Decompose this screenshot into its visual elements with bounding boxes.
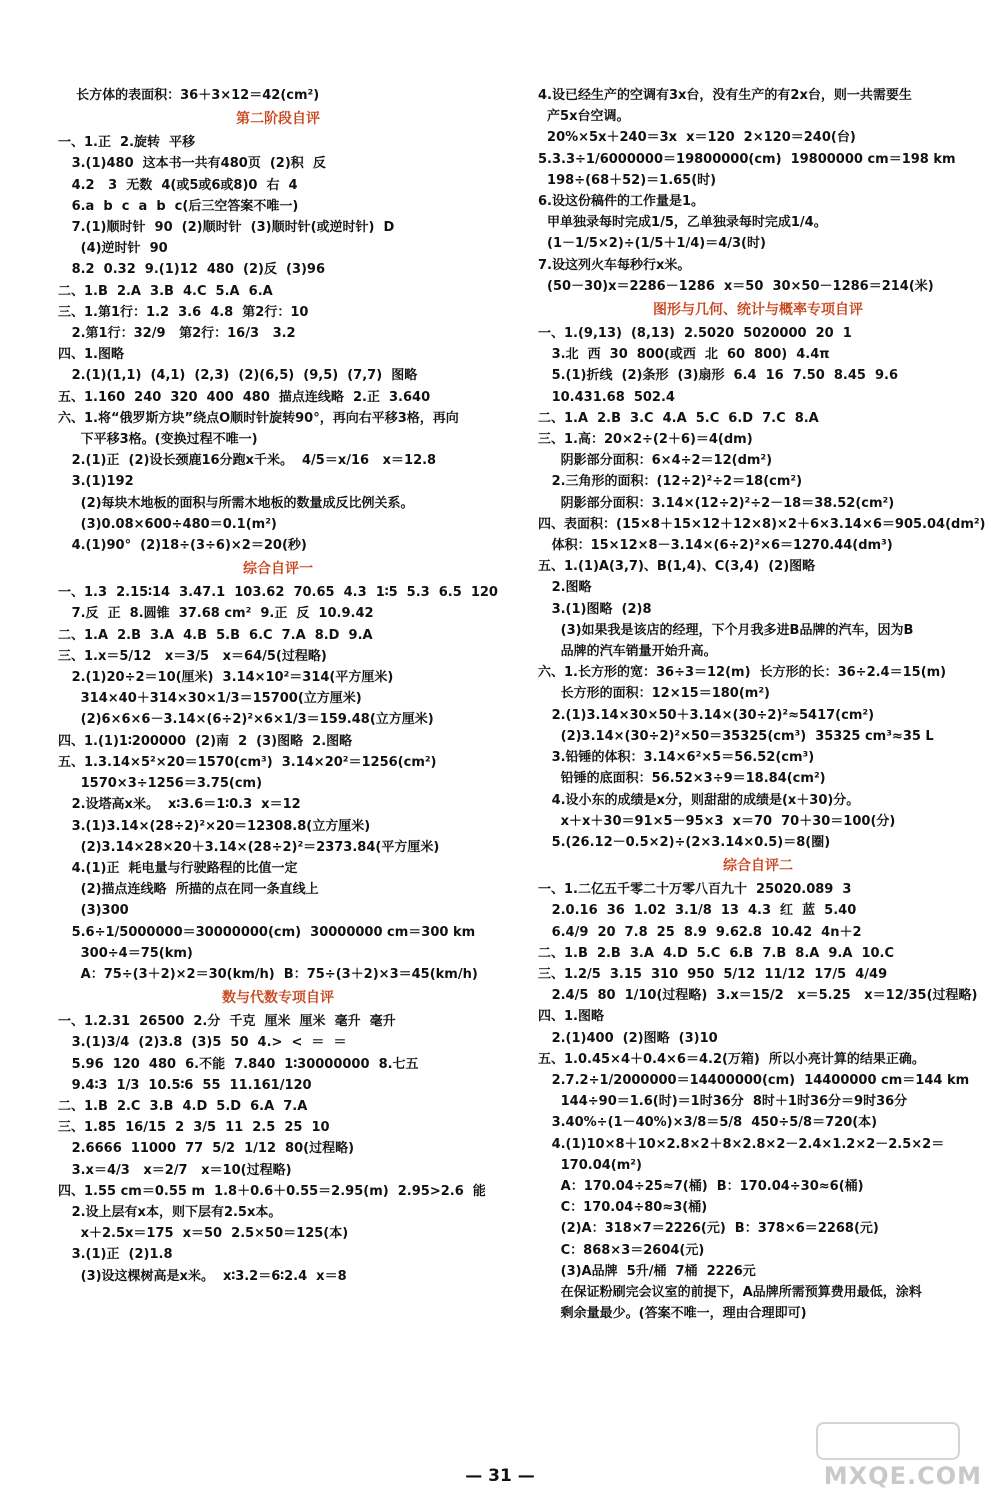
answer-line: 6.设这份稿件的工作量是1。 (538, 194, 705, 210)
answer-line: 2.设塔高x米。 x∶3.6＝1∶0.3 x＝12 (58, 797, 301, 813)
section-heading: 综合自评一 (243, 561, 313, 578)
answer-line: (2)每块木地板的面积与所需木地板的数量成反比例关系。 (58, 495, 414, 511)
answer-line: C：868×3＝2604(元) (538, 1242, 705, 1258)
answer-line: 9.4∶3 1/3 10.5∶6 55 11.161/120 (58, 1077, 312, 1093)
answer-line: 五、1.(1)A(3,7)、B(1,4)、C(3,4) (2)图略 (538, 559, 816, 575)
answer-line: 品牌的汽车销量开始升高。 (538, 644, 717, 660)
answer-line: (2)6×6×6－3.14×(6÷2)²×6×1/3＝159.48(立方厘米) (58, 712, 434, 728)
section-heading: 综合自评二 (723, 858, 793, 875)
answer-line: 7.(1)顺时针 90 (2)顺时针 (3)顺时针(或逆时针) D (58, 220, 395, 236)
answer-line: (2)描点连线略 所描的点在同一条直线上 (58, 882, 319, 898)
section-heading: 第二阶段自评 (236, 111, 320, 128)
answer-line: 3.(1)图略 (2)8 (538, 601, 652, 617)
answer-line: 2.(1)20÷2＝10(厘米) 3.14×10²＝314(平方厘米) (58, 670, 394, 686)
answer-line: 剩余量最少。(答案不唯一，理由合理即可) (538, 1306, 807, 1322)
answer-line: 二、1.A 2.B 3.C 4.A 5.C 6.D 7.C 8.A (538, 410, 819, 426)
answer-line: (3)0.08×600÷480＝0.1(m²) (58, 516, 277, 532)
answer-line: x＋2.5x＝175 x＝50 2.5×50＝125(本) (58, 1226, 349, 1242)
answer-line: 3.(1)3.14×(28÷2)²×20＝12308.8(立方厘米) (58, 818, 371, 834)
answer-line: 2.(1)(1,1) (4,1) (2,3) (2)(6,5) (9,5) (7,7) 图略 (58, 368, 418, 384)
answer-line: 5.(26.12－0.5×2)÷(2×3.14×0.5)＝8(圈) (538, 834, 831, 850)
answer-line: (2)A：318×7＝2226(元) B：378×6＝2268(元) (538, 1221, 879, 1237)
answer-line: 5.3.3÷1/6000000＝19800000(cm) 19800000 cm＝198 km (538, 151, 956, 167)
answer-line: 4.(1)90° (2)18÷(3÷6)×2＝20(秒) (58, 538, 307, 554)
answer-line: 20%×5x＋240＝3x x＝120 2×120＝240(台) (538, 130, 856, 146)
answer-line: 2.0.16 36 1.02 3.1/8 13 4.3 红 蓝 5.40 (538, 903, 857, 919)
answer-line: 2.(1)400 (2)图略 (3)10 (538, 1030, 718, 1046)
watermark-text: MXQE.COM (823, 1462, 982, 1490)
answer-line: 3.铅锤的体积：3.14×6²×5＝56.52(cm³) (538, 750, 815, 766)
answer-line: 2.设上层有x本，则下层有2.5x本。 (58, 1204, 282, 1220)
answer-line: 二、1.B 2.C 3.B 4.D 5.D 6.A 7.A (58, 1098, 308, 1114)
answer-line: 300÷4＝75(km) (58, 945, 193, 961)
answer-line: 五、1.160 240 320 400 480 描点连线略 2.正 3.640 (58, 389, 431, 405)
answer-line: 四、1.(1)1∶200000 (2)南 2 (3)图略 2.图略 (58, 733, 353, 749)
answer-line: 4.(1)10×8＋10×2.8×2＋8×2.8×2－2.4×1.2×2－2.5×2＝ (538, 1136, 945, 1152)
answer-line: 170.04(m²) (538, 1157, 642, 1173)
answer-line: 3.(1)正 (2)1.8 (58, 1247, 173, 1263)
answer-line: 2.第1行：32/9 第2行：16/3 3.2 (58, 326, 296, 342)
answer-line: 三、1.x＝5/12 x＝3/5 x＝64/5(过程略) (58, 648, 327, 664)
answer-line: 四、1.图略 (58, 347, 124, 363)
answer-line: 5.6÷1/5000000＝30000000(cm) 30000000 cm＝300 km (58, 924, 476, 940)
answer-line: 阴影部分面积：3.14×(12÷2)²÷2－18＝38.52(cm²) (538, 495, 895, 511)
answer-line: 4.设已经生产的空调有3x台，没有生产的有2x台，则一共需要生 (538, 88, 912, 103)
answer-line: x＋x＋30＝91×5－95×3 x＝70 70＋30＝100(分) (538, 813, 896, 829)
answer-line: 体积：15×12×8－3.14×(6÷2)²×6＝1270.44(dm³) (538, 538, 893, 554)
answer-line: 2.4/5 80 1/10(过程略) 3.x＝15/2 x＝5.25 x＝12/35(过程略) (538, 988, 978, 1004)
answer-line: (50－30)x＝2286－1286 x＝50 30×50－1286＝214(米) (538, 278, 934, 294)
answer-line: 1570×3÷1256＝3.75(cm) (58, 776, 263, 792)
answer-line: (3)如果我是该店的经理，下个月我多进B品牌的汽车，因为B (538, 622, 914, 638)
answer-line: 144÷90＝1.6(时)＝1时36分 8时＋1时36分＝9时36分 (538, 1094, 908, 1110)
right-column (538, 85, 986, 1324)
answer-line: (3)A品牌 5升/桶 7桶 2226元 (538, 1263, 756, 1279)
answer-line: 3.(1)480 这本书一共有480页 (2)积 反 (58, 156, 326, 172)
answer-line: 10.431.68 502.4 (538, 389, 675, 405)
answer-line: 四、1.图略 (538, 1009, 604, 1025)
answer-line: 3.(1)3/4 (2)3.8 (3)5 50 4.> < ＝ ＝ (58, 1035, 347, 1051)
answer-line: 198÷(68＋52)＝1.65(时) (538, 172, 717, 188)
answer-line: 六、1.长方形的宽：36÷3＝12(m) 长方形的长：36÷2.4＝15(m) (538, 665, 947, 681)
watermark-logo (816, 1422, 960, 1460)
answer-line: 7.设这列火车每秒行x米。 (538, 257, 691, 273)
answer-line: 5.(1)折线 (2)条形 (3)扇形 6.4 16 7.50 8.45 9.6 (538, 368, 899, 384)
answer-line: 4.(1)正 耗电量与行驶路程的比值一定 (58, 860, 298, 876)
answer-line: 一、1.(9,13) (8,13) 2.5020 5020000 20 1 (538, 326, 852, 342)
answer-line: 314×40＋314×30×1/3＝15700(立方厘米) (58, 691, 362, 707)
answer-line: (4)逆时针 90 (58, 241, 168, 257)
answer-line: 三、1.2/5 3.15 310 950 5/12 11/12 17/5 4/49 (538, 966, 888, 982)
answer-line: 长方形的面积：12×15＝180(m²) (538, 686, 770, 702)
answer-line: 3.北 西 30 800(或西 北 60 800) 4.4π (538, 347, 830, 363)
answer-line: 在保证粉刷完会议室的前提下，A品牌所需预算费用最低，涂料 (538, 1284, 922, 1300)
answer-line: 四、表面积：(15×8＋15×12＋12×8)×2＋6×3.14×6＝905.04(dm²) (538, 516, 986, 532)
answer-line: 5.96 120 480 6.不能 7.840 1∶30000000 8.七五 (58, 1056, 419, 1072)
answer-line: 2.(1)正 (2)设长颈鹿16分跑x千米。 4/5＝x/16 x＝12.8 (58, 453, 437, 469)
answer-line: 三、1.85 16/15 2 3/5 11 2.5 25 10 (58, 1120, 330, 1136)
section-heading: 数与代数专项自评 (222, 990, 334, 1007)
answer-line: (1－1/5×2)÷(1/5＋1/4)＝4/3(时) (538, 236, 766, 252)
page-number: — 31 — (465, 1466, 535, 1486)
answer-line: 一、1.正 2.旋转 平移 (58, 135, 196, 151)
answer-line: 3.(1)192 (58, 474, 134, 490)
answer-line: 2.7.2÷1/2000000＝14400000(cm) 14400000 cm＝144 km (538, 1072, 970, 1088)
answer-line: 8.2 0.32 9.(1)12 480 (2)反 (3)96 (58, 262, 326, 278)
answer-line: 4.2 3 无数 4(或5或6或8)0 右 4 (58, 177, 298, 193)
answer-line: 6.a b c a b c(后三空答案不唯一) (58, 198, 299, 214)
answer-line: 4.设小东的成绩是x分，则甜甜的成绩是(x＋30)分。 (538, 792, 860, 808)
answer-line: C：170.04÷80≈3(桶) (538, 1200, 708, 1216)
answer-line: 6.4/9 20 7.8 25 8.9 9.62.8 10.42 4n＋2 (538, 924, 862, 940)
answer-line: 2.(1)3.14×30×50＋3.14×(30÷2)²≈5417(cm²) (538, 707, 875, 723)
answer-line: 7.反 正 8.圆锥 37.68 cm² 9.正 反 10.9.42 (58, 606, 374, 622)
answer-line: 三、1.高：20×2÷(2＋6)＝4(dm) (538, 432, 753, 448)
answer-line: (2)3.14×(30÷2)²×50＝35325(cm³) 35325 cm³≈35 L (538, 728, 934, 744)
answer-line: 长方体的表面积：36＋3×12＝42(cm²) (58, 88, 320, 103)
answer-line: 二、1.B 2.A 3.B 4.C 5.A 6.A (58, 283, 273, 299)
answer-line: 三、1.第1行：1.2 3.6 4.8 第2行：10 (58, 304, 309, 320)
answer-line: 下平移3格。(变换过程不唯一) (58, 432, 258, 448)
answer-line: A：170.04÷25≈7(桶) B：170.04÷30≈6(桶) (538, 1178, 864, 1194)
answer-line: 五、1.3.14×5²×20＝1570(cm³) 3.14×20²＝1256(cm²) (58, 754, 437, 770)
answer-line: 甲单独录每时完成1/5，乙单独录每时完成1/4。 (538, 215, 827, 231)
answer-line: 3.40%÷(1－40%)×3/8＝5/8 450÷5/8＝720(本) (538, 1115, 878, 1131)
answer-line: 2.6666 11000 77 5/2 1/12 80(过程略) (58, 1141, 355, 1157)
answer-line: 二、1.B 2.B 3.A 4.D 5.C 6.B 7.B 8.A 9.A 10.C (538, 945, 895, 961)
answer-line: 一、1.3 2.15∶14 3.47.1 103.62 70.65 4.3 1∶5 5.3 6.5 120 (58, 585, 498, 601)
section-heading: 图形与几何、统计与概率专项自评 (653, 302, 863, 319)
answer-line: 2.图略 (538, 580, 592, 596)
answer-line: 一、1.二亿五千零二十万零八百九十 25020.089 3 (538, 882, 852, 898)
answer-line: (3)300 (58, 903, 129, 919)
answer-line: (3)设这棵树高是x米。 x∶3.2＝6∶2.4 x＝8 (58, 1268, 347, 1284)
left-column (58, 85, 498, 1287)
answer-line: 产5x台空调。 (538, 109, 630, 125)
answer-line: 五、1.0.45×4＋0.4×6＝4.2(万箱) 所以小亮计算的结果正确。 (538, 1051, 925, 1067)
answer-line: A：75÷(3＋2)×2＝30(km/h) B：75÷(3＋2)×3＝45(km/h) (58, 966, 478, 982)
answer-line: 阴影部分面积：6×4÷2＝12(dm²) (538, 453, 773, 469)
answer-line: 二、1.A 2.B 3.A 4.B 5.B 6.C 7.A 8.D 9.A (58, 627, 373, 643)
answer-line: 一、1.2.31 26500 2.分 千克 厘米 厘米 毫升 毫升 (58, 1014, 396, 1030)
answer-line: 3.x＝4/3 x＝2/7 x＝10(过程略) (58, 1162, 292, 1178)
answer-line: 铅锤的底面积：56.52×3÷9＝18.84(cm²) (538, 771, 826, 787)
answer-line: (2)3.14×28×20＋3.14×(28÷2)²＝2373.84(平方厘米) (58, 839, 440, 855)
answer-line: 2.三角形的面积：(12÷2)²÷2＝18(cm²) (538, 474, 803, 490)
answer-line: 四、1.55 cm＝0.55 m 1.8＋0.6＋0.55＝2.95(m) 2.95>2.6 能 (58, 1183, 486, 1199)
answer-line: 六、1.将“俄罗斯方块”绕点O顺时针旋转90°，再向右平移3格，再向 (58, 410, 459, 426)
